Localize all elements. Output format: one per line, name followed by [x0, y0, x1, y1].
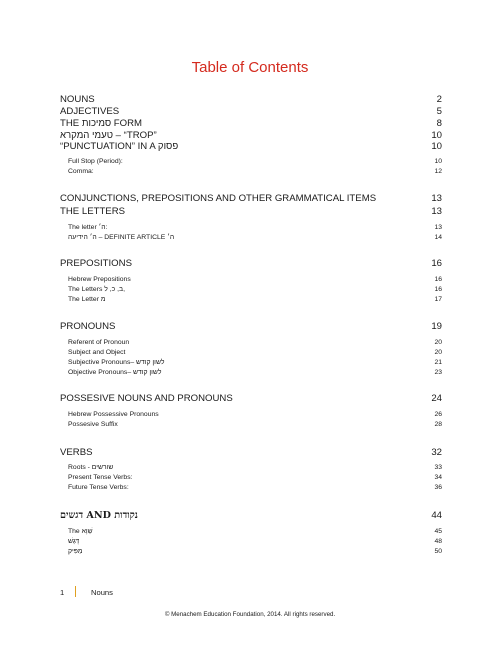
toc-subentry-full-stop[interactable] [68, 158, 442, 165]
toc-entry-page: 19 [431, 321, 442, 332]
toc-subentry-future-tense[interactable] [68, 484, 442, 491]
toc-entry-page: 20 [434, 339, 442, 346]
toc-entry-label: Hebrew Possessive Pronouns [68, 411, 159, 418]
toc-entry-page: 8 [436, 118, 442, 129]
toc-entry-page: 36 [434, 484, 442, 491]
toc-entry-label: ה׳ הידיעה – DEFINITE ARTICLE ה׳ [68, 234, 175, 241]
toc-entry-adjectives[interactable] [60, 106, 442, 117]
toc-subentry-letter-heh[interactable] [68, 224, 442, 231]
toc-entry-page: 48 [434, 538, 442, 545]
toc-entry-label: PREPOSITIONS [60, 258, 132, 269]
toc-entry-page: 16 [434, 276, 442, 283]
toc-entry-page: 13 [431, 206, 442, 217]
toc-entry-page: 20 [434, 349, 442, 356]
toc-entry-page: 14 [434, 234, 442, 241]
toc-entry-label: THE סמיכות FORM [60, 118, 143, 129]
toc-entry-punctuation[interactable] [60, 141, 442, 152]
toc-entry-page: 5 [436, 106, 442, 117]
toc-entry-label: טעמי המקרא – “TROP” [60, 130, 157, 141]
toc-entry-label: Full Stop (Period): [68, 158, 123, 165]
toc-entry-trop[interactable] [60, 130, 442, 141]
toc-entry-label: Future Tense Verbs: [68, 484, 129, 491]
toc-entry-pronouns[interactable] [60, 321, 442, 332]
toc-subentry-roots[interactable] [68, 464, 442, 471]
toc-entry-label: NOUNS [60, 94, 95, 105]
toc-entry-label: Roots - שורשים [68, 464, 114, 471]
toc-entry-label: Present Tense Verbs: [68, 474, 133, 481]
toc-subentry-comma[interactable] [68, 168, 442, 175]
toc-entry-prepositions[interactable] [60, 258, 442, 269]
toc-entry-page: 13 [431, 193, 442, 204]
toc-subentry-mapik[interactable] [68, 548, 442, 555]
toc-subentry-hebrew-possessive[interactable] [68, 411, 442, 418]
toc-entry-label: CONJUNCTIONS, PREPOSITIONS AND OTHER GRAMMATICAL ITEMS [60, 193, 377, 204]
toc-entry-page: 24 [431, 393, 442, 404]
toc-entry-label: Hebrew Prepositions [68, 276, 131, 283]
toc-entry-page: 32 [431, 447, 442, 458]
toc-subentry-subjective-pronouns[interactable] [68, 359, 442, 366]
toc-entry-page: 16 [434, 286, 442, 293]
toc-entry-page: 45 [434, 528, 442, 535]
toc-subentry-present-tense[interactable] [68, 474, 442, 481]
toc-entry-page: 21 [434, 359, 442, 366]
toc-entry-label: “PUNCTUATION” IN A פסוק [60, 141, 179, 152]
toc-entry-label: POSSESIVE NOUNS AND PRONOUNS [60, 393, 233, 404]
toc-entry-label: The Letter מ [68, 296, 106, 303]
toc-subentry-possesive-suffix[interactable] [68, 421, 442, 428]
toc-entry-the-letters[interactable] [60, 206, 442, 217]
toc-entry-page: 13 [434, 224, 442, 231]
toc-entry-nouns[interactable] [60, 94, 442, 105]
toc-subentry-hebrew-prepositions[interactable] [68, 276, 442, 283]
footer-divider [75, 586, 76, 597]
toc-entry-possesive[interactable] [60, 393, 442, 404]
toc-entry-label: Possesive Suffix [68, 421, 118, 428]
footer-section-label: Nouns [91, 588, 113, 597]
toc-entry-label: Subject and Object [68, 349, 126, 356]
toc-entry-page: 17 [434, 296, 442, 303]
toc-entry-page: 2 [436, 94, 442, 105]
page-title: Table of Contents [191, 59, 309, 76]
toc-entry-page: 10 [431, 130, 442, 141]
toc-entry-verbs[interactable] [60, 447, 442, 458]
toc-entry-label: The Letters ב, כ, ל, [68, 286, 125, 293]
copyright-notice: © Menachem Education Foundation, 2014. All rights reserved. [164, 611, 336, 618]
toc-entry-label: Subjective Pronouns– לשון קודש [68, 359, 165, 366]
toc-entry-page: 23 [434, 369, 442, 376]
toc-subentry-shva[interactable] [68, 528, 442, 535]
toc-entry-label: Referent of Pronoun [68, 339, 130, 346]
toc-subentry-subject-object[interactable] [68, 349, 442, 356]
toc-entry-smichut[interactable] [60, 118, 442, 129]
toc-entry-label: The letter ה׳: [68, 224, 108, 231]
toc-entry-label: THE LETTERS [60, 206, 126, 217]
toc-entry-page: 12 [434, 168, 442, 175]
toc-subentry-letter-mem[interactable] [68, 296, 442, 303]
toc-entry-page: 28 [434, 421, 442, 428]
toc-entry-label: דָּגֵשׁ [68, 538, 80, 545]
toc-entry-dageshim-nekudot[interactable] [60, 510, 442, 521]
toc-subentry-objective-pronouns[interactable] [68, 369, 442, 376]
toc-entry-page: 34 [434, 474, 442, 481]
toc-subentry-definite-article[interactable] [68, 234, 442, 241]
toc-entry-label: מַפִּיק [68, 548, 83, 555]
toc-entry-page: 10 [434, 158, 442, 165]
toc-entry-page: 44 [431, 510, 442, 521]
toc-entry-page: 10 [431, 141, 442, 152]
toc-entry-label: VERBS [60, 447, 93, 458]
toc-entry-page: 50 [434, 548, 442, 555]
toc-subentry-letters-bet-kaf-lamed[interactable] [68, 286, 442, 293]
toc-entry-label: The שְׁוָא [68, 528, 93, 535]
toc-entry-label: Objective Pronouns– לשון קודש [68, 369, 162, 376]
toc-entry-page: 26 [434, 411, 442, 418]
footer-page-number: 1 [60, 588, 65, 597]
toc-entry-conjunctions[interactable] [60, 193, 442, 204]
toc-entry-label: דגשים AND נקודות [60, 510, 138, 521]
toc-subentry-referent[interactable] [68, 339, 442, 346]
toc-entry-label: ADJECTIVES [60, 106, 120, 117]
toc-entry-label: Comma: [68, 168, 94, 175]
toc-subentry-dagesh[interactable] [68, 538, 442, 545]
toc-entry-page: 33 [434, 464, 442, 471]
toc-entry-label: PRONOUNS [60, 321, 116, 332]
toc-entry-page: 16 [431, 258, 442, 269]
